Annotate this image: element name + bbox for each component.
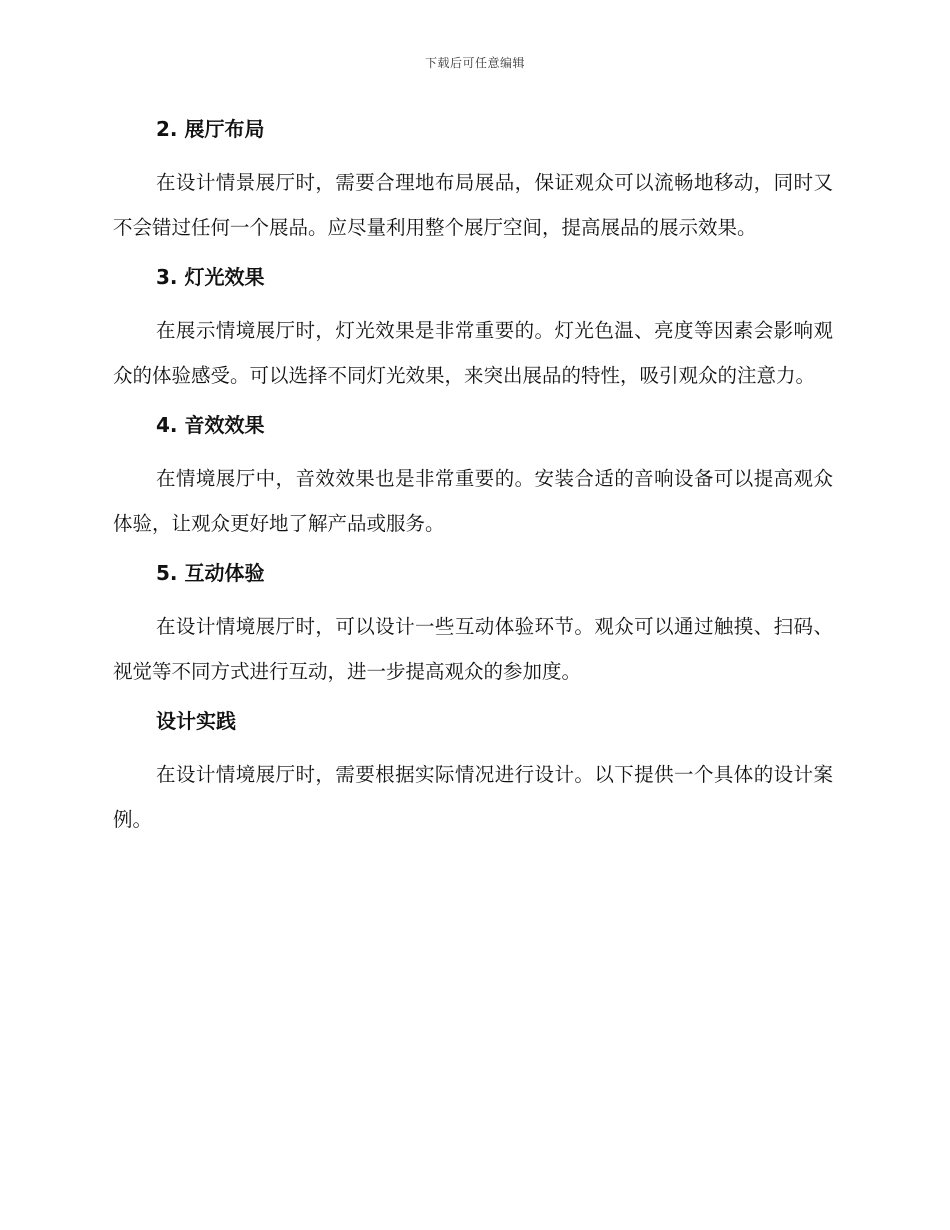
section-hall-layout (113, 112, 833, 250)
section-paragraph: 在情境展厅中，音效效果也是非常重要的。安装合适的音响设备可以提高观众体验，让观众更好地了解产品或服务。 (113, 467, 833, 535)
section-paragraph: 在设计情境展厅时，需要根据实际情况进行设计。以下提供一个具体的设计案例。 (113, 763, 833, 831)
document-body (113, 112, 833, 852)
section-heading: 设计实践 (156, 709, 236, 733)
section-heading: 5. 互动体验 (156, 561, 265, 585)
section-heading: 3. 灯光效果 (156, 265, 265, 289)
section-interactive-experience (113, 556, 833, 694)
section-heading: 2. 展厅布局 (156, 117, 265, 141)
page-header: 下载后可任意编辑 (424, 56, 525, 70)
section-sound-effects (113, 408, 833, 546)
section-paragraph: 在设计情境展厅时，可以设计一些互动体验环节。观众可以通过触摸、扫码、视觉等不同方式进行互动，进一步提高观众的参加度。 (113, 615, 833, 683)
section-paragraph: 在设计情景展厅时，需要合理地布局展品，保证观众可以流畅地移动，同时又不会错过任何一个展品。应尽量利用整个展厅空间，提高展品的展示效果。 (113, 171, 833, 239)
section-paragraph: 在展示情境展厅时，灯光效果是非常重要的。灯光色温、亮度等因素会影响观众的体验感受。可以选择不同灯光效果，来突出展品的特性，吸引观众的注意力。 (113, 319, 833, 387)
section-heading: 4. 音效效果 (156, 413, 265, 437)
section-lighting-effects (113, 260, 833, 398)
section-design-practice (113, 704, 833, 842)
